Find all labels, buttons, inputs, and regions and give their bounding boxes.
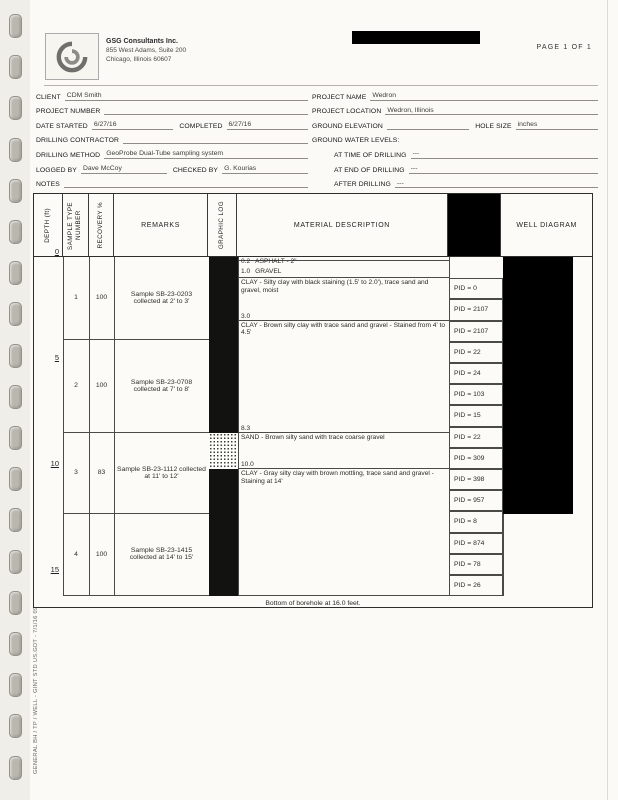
binding-hole <box>9 138 22 162</box>
recovery-cell: 100 <box>89 514 114 597</box>
form-row <box>36 132 308 147</box>
binding-hole <box>9 508 22 532</box>
form-field-label: PROJECT NUMBER <box>36 108 101 116</box>
redacted-pid-header <box>448 194 502 256</box>
binding-hole <box>9 14 22 38</box>
bottom-of-borehole-note: Bottom of borehole at 16.0 feet. <box>265 599 361 607</box>
company-name: GSG Consultants Inc. <box>106 38 178 45</box>
redacted-boring-number <box>352 31 480 44</box>
form-field-label-2: COMPLETED <box>179 122 223 130</box>
pid-reading-cell: PID = 78 <box>449 554 503 575</box>
form-row <box>312 161 598 176</box>
pid-reading-cell: PID = 398 <box>449 469 503 490</box>
form-row <box>312 103 598 118</box>
material-zone <box>238 469 449 596</box>
binding-hole <box>9 467 22 491</box>
pid-readings-column <box>449 257 503 596</box>
material-zone <box>238 261 449 278</box>
form-field-value: Wedron <box>370 92 598 101</box>
company-address-line1: 855 West Adams, Suite 200 <box>106 47 187 54</box>
form-field-value: --- <box>411 150 598 159</box>
header-well-diagram: WELL DIAGRAM <box>516 221 577 229</box>
pid-reading-cell: PID = 26 <box>449 575 503 596</box>
pid-reading-cell: PID = 2107 <box>449 321 503 342</box>
material-zone <box>238 278 449 320</box>
binding-hole <box>9 591 22 615</box>
header-divider <box>44 85 598 86</box>
form-row <box>312 146 598 161</box>
binding-hole <box>9 756 22 780</box>
form-field-label: AT END OF DRILLING <box>334 166 405 174</box>
form-field-label: LOGGED BY <box>36 166 77 174</box>
binding-hole <box>9 302 22 326</box>
boring-log-table <box>33 193 593 608</box>
company-address-line2: Chicago, Illinois 60607 <box>106 55 172 63</box>
form-field-label: NOTES <box>36 181 60 189</box>
binding-hole <box>9 55 22 79</box>
form-field-label: DATE STARTED <box>36 122 88 130</box>
binding-hole <box>9 426 22 450</box>
remark-cell: Sample SB-23-0203 collected at 2' to 3' <box>114 257 209 340</box>
recovery-cell: 83 <box>89 433 114 514</box>
binding-hole <box>9 179 22 203</box>
form-row <box>36 176 308 191</box>
material-description-text: SAND - Brown silty sand with trace coarse gravel <box>241 433 385 441</box>
gsg-swirl-icon <box>50 38 94 76</box>
zone-bottom-depth-label: 3.0 <box>241 312 251 320</box>
material-zone <box>238 321 449 433</box>
form-column-left <box>36 88 308 190</box>
form-field-value <box>64 180 308 188</box>
pid-reading-cell: PID = 0 <box>449 278 503 299</box>
header-depth: DEPTH (ft) <box>34 194 63 256</box>
form-field-value-2: G. Kourias <box>222 165 308 174</box>
form-row <box>312 88 598 103</box>
form-row <box>36 117 308 132</box>
recovery-column <box>89 257 114 596</box>
binding-hole <box>9 673 22 697</box>
form-row <box>36 88 308 103</box>
sample-number-column <box>63 257 89 596</box>
remark-cell: Sample SB-23-0708 collected at 7' to 8' <box>114 340 209 433</box>
header-sample-type: SAMPLE TYPE NUMBER <box>63 194 89 256</box>
page-number-label: PAGE 1 OF 1 <box>536 44 592 51</box>
form-field-label: GROUND WATER LEVELS: <box>312 137 400 145</box>
material-zone <box>238 433 449 469</box>
company-info <box>106 38 186 64</box>
form-field-value-2: inches <box>516 121 598 130</box>
zone-depth-label: 1.0 <box>241 268 251 276</box>
form-field-value-2: 6/27/16 <box>227 121 309 130</box>
form-field-value: GeoProbe Dual-Tube sampling system <box>104 150 308 159</box>
pid-reading-cell: PID = 2107 <box>449 299 503 320</box>
material-description-column <box>238 257 449 596</box>
binding-hole <box>9 261 22 285</box>
form-row <box>312 176 598 191</box>
pid-reading-cell: PID = 874 <box>449 533 503 554</box>
pid-reading-cell: PID = 309 <box>449 448 503 469</box>
form-field-label: CLIENT <box>36 93 61 101</box>
pid-reading-cell: PID = 957 <box>449 490 503 511</box>
form-field-label: PROJECT LOCATION <box>312 108 382 116</box>
material-description-text: CLAY - Brown silty clay with trace sand and gravel - Stained from 4' to 4.5' <box>241 321 446 337</box>
zone-depth-label: 0.2 <box>241 258 251 265</box>
form-field-label: AT TIME OF DRILLING <box>334 151 407 159</box>
header-graphic-log: GRAPHIC LOG <box>208 194 237 256</box>
graphic-log-column <box>209 257 238 596</box>
sample-number-cell: 3 <box>63 433 89 514</box>
form-field-value: --- <box>409 165 598 174</box>
material-description-text: GRAVEL <box>255 268 282 276</box>
table-body <box>34 247 592 609</box>
form-field-value <box>123 136 308 144</box>
depth-tick-label: 15 <box>50 565 59 574</box>
remark-cell: Sample SB-23-1415 collected at 14' to 15' <box>114 514 209 597</box>
pid-reading-cell: PID = 22 <box>449 427 503 448</box>
form-column-right <box>312 88 598 190</box>
remarks-column <box>114 257 209 596</box>
form-field-label: DRILLING CONTRACTOR <box>36 137 119 145</box>
zone-bottom-depth-label: 8.3 <box>241 424 251 432</box>
form-field-label-2: HOLE SIZE <box>475 122 512 130</box>
depth-tick-label: 0 <box>54 247 59 256</box>
form-row <box>36 103 308 118</box>
sample-number-cell: 1 <box>63 257 89 340</box>
binding-hole <box>9 385 22 409</box>
table-header-row <box>34 194 592 257</box>
pid-reading-cell: PID = 15 <box>449 405 503 426</box>
header-recovery: RECOVERY % <box>89 194 114 256</box>
redacted-well-diagram <box>503 257 573 514</box>
form-field-value: Wedron, Illinois <box>385 107 598 116</box>
recovery-cell: 100 <box>89 257 114 340</box>
form-field-label-2: CHECKED BY <box>172 166 219 174</box>
form-field-value <box>104 107 308 115</box>
binding-hole <box>9 220 22 244</box>
material-description-text: CLAY - Gray silty clay with brown mottling, trace sand and gravel - Staining at 14' <box>241 470 434 485</box>
form-field-label: PROJECT NAME <box>312 93 367 101</box>
form-row <box>312 132 598 147</box>
sample-number-cell: 2 <box>63 340 89 433</box>
page-edge <box>607 0 608 800</box>
form-field-value <box>387 122 469 130</box>
header-material-description: MATERIAL DESCRIPTION <box>237 194 447 256</box>
form-field-label: AFTER DRILLING <box>334 181 391 189</box>
form-field-value: Dave McCoy <box>81 165 167 174</box>
form-row <box>36 146 308 161</box>
binding-hole <box>9 632 22 656</box>
form-field-label: DRILLING METHOD <box>36 151 101 159</box>
form-row <box>36 161 308 176</box>
form-field-label: GROUND ELEVATION <box>312 122 383 130</box>
sample-number-cell: 4 <box>63 514 89 597</box>
binding-hole <box>9 96 22 120</box>
graphic-log-zone <box>209 257 238 433</box>
graphic-log-zone <box>209 433 238 469</box>
graphic-log-zone <box>209 469 238 596</box>
binding-hole <box>9 714 22 738</box>
depth-scale-column <box>34 247 63 596</box>
depth-tick-label: 5 <box>54 353 59 362</box>
material-description-text: CLAY - Silty clay with black staining (1.5' to 2.0'), trace sand and gravel, moist <box>241 279 429 294</box>
pid-reading-cell: PID = 103 <box>449 384 503 405</box>
pid-reading-cell: PID = 8 <box>449 511 503 532</box>
form-field-value: CDM Smith <box>65 92 308 101</box>
pid-reading-cell: PID = 22 <box>449 342 503 363</box>
form-row <box>312 117 598 132</box>
material-description-text: ASPHALT - 2" <box>255 258 297 265</box>
binding-strip <box>0 0 30 800</box>
header-remarks: REMARKS <box>114 194 209 256</box>
recovery-cell: 100 <box>89 340 114 433</box>
remark-cell: Sample SB-23-1112 collected at 11' to 12' <box>114 433 209 514</box>
zone-bottom-depth-label: 10.0 <box>241 460 254 468</box>
form-field-value: 6/27/16 <box>92 121 174 130</box>
company-logo <box>45 33 99 80</box>
depth-tick-label: 10 <box>50 459 59 468</box>
pid-reading-cell: PID = 24 <box>449 363 503 384</box>
form-field-value: --- <box>395 180 598 189</box>
binding-hole <box>9 344 22 368</box>
binding-hole <box>9 550 22 574</box>
